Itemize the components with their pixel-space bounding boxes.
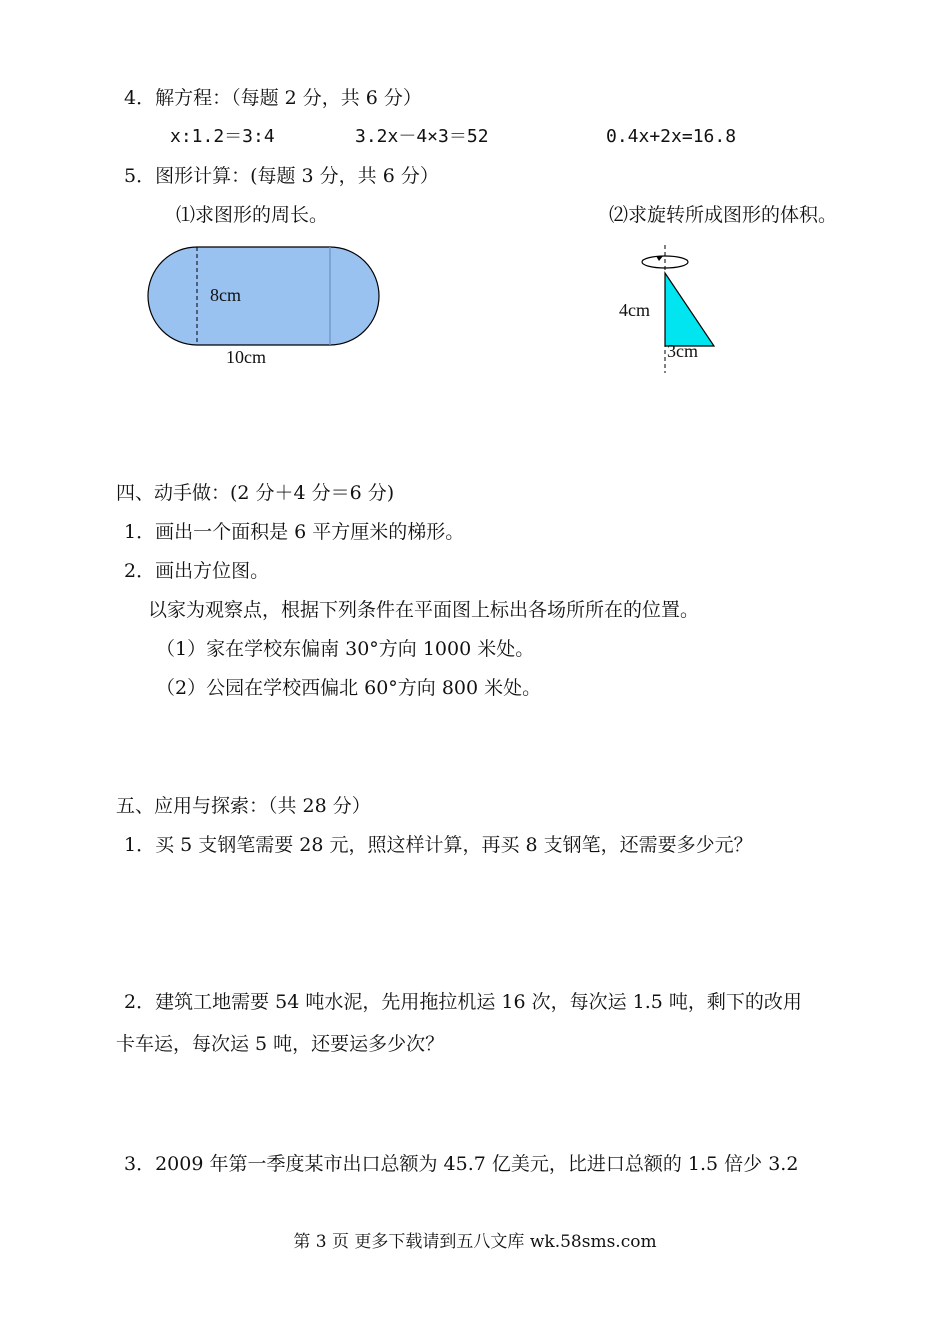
equation-1: x:1.2＝3:4 [170, 126, 275, 147]
q5-sub1-label: ⑴求图形的周长。 [176, 204, 329, 226]
section4-item-1: 1．画出一个面积是 6 平方厘米的梯形。 [124, 521, 465, 543]
equation-2: 3.2x－4×3＝52 [355, 126, 489, 147]
section4-condition-1: （1）家在学校东偏南 30°方向 1000 米处。 [156, 638, 535, 660]
section5-heading: 五、应用与探索：（共 28 分） [116, 795, 371, 817]
q5-sub2-label: ⑵求旋转所成图形的体积。 [609, 204, 838, 226]
q5-heading: 5．图形计算：(每题 3 分，共 6 分） [124, 165, 439, 187]
fig2-base-label: 3cm [667, 341, 698, 361]
page-footer: 第 3 页 更多下载请到五八文库 wk.58sms.com [293, 1232, 657, 1252]
section4-item-2: 2．画出方位图。 [124, 560, 270, 582]
section4-instruction: 以家为观察点，根据下列条件在平面图上标出各场所所在的位置。 [148, 599, 700, 621]
problem-2-line-2: 卡车运，每次运 5 吨，还要运多少次？ [116, 1033, 445, 1055]
stadium-shape [148, 247, 379, 345]
problem-2-line-1: 2．建筑工地需要 54 吨水泥，先用拖拉机运 16 次，每次运 1.5 吨，剩下的改用 [124, 991, 802, 1013]
fig1-height-label: 8cm [210, 285, 241, 305]
equation-3: 0.4x+2x=16.8 [606, 126, 737, 147]
fig1-length-label: 10cm [226, 347, 266, 367]
q4-heading: 4．解方程：（每题 2 分，共 6 分） [124, 87, 422, 109]
problem-3: 3．2009 年第一季度某市出口总额为 45.7 亿美元，比进口总额的 1.5 倍少 3.2 [124, 1153, 799, 1175]
right-triangle [665, 273, 714, 346]
section4-heading: 四、动手做：(2 分＋4 分＝6 分) [116, 482, 395, 504]
stadium-figure [140, 240, 390, 350]
fig2-height-label: 4cm [619, 300, 650, 320]
section4-condition-2: （2）公园在学校西偏北 60°方向 800 米处。 [156, 677, 542, 699]
problem-1: 1．买 5 支钢笔需要 28 元，照这样计算，再买 8 支钢笔，还需要多少元？ [124, 834, 753, 856]
